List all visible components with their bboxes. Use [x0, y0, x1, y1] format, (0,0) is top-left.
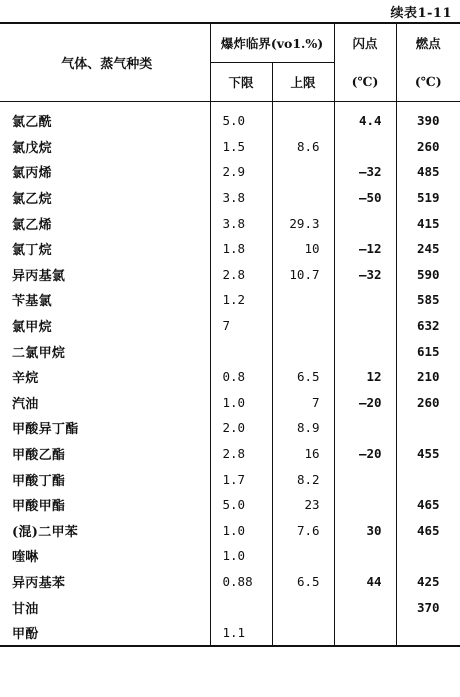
upper-limit-value: 8.6 — [272, 134, 334, 160]
table-row — [0, 569, 460, 595]
table-row — [0, 102, 460, 134]
ignition-point-value: 465 — [396, 518, 460, 544]
substance-name: 喹啉 — [12, 550, 39, 566]
upper-limit-value: 16 — [272, 441, 334, 467]
lower-limit-value: 1.0 — [210, 518, 272, 544]
upper-limit-value — [272, 102, 334, 134]
substance-name: 甘油 — [12, 601, 39, 617]
table-row — [0, 620, 460, 647]
table-row — [0, 466, 460, 492]
upper-limit-value — [272, 185, 334, 211]
substance-name: 氯丙烯 — [12, 166, 52, 182]
lower-limit-value: 1.0 — [210, 390, 272, 416]
header-burn-unit: (℃) — [396, 63, 460, 102]
flash-point-value — [334, 543, 396, 569]
lower-limit-value: 2.8 — [210, 441, 272, 467]
upper-limit-value: 10.7 — [272, 262, 334, 288]
substance-name: 甲酸甲酯 — [12, 499, 66, 515]
table-row — [0, 159, 460, 185]
upper-limit-value: 8.9 — [272, 415, 334, 441]
flash-point-value — [334, 210, 396, 236]
upper-limit-value: 7.6 — [272, 518, 334, 544]
upper-limit-value — [272, 313, 334, 339]
ignition-point-value: 585 — [396, 287, 460, 313]
substance-name: 氯甲烷 — [12, 320, 52, 336]
upper-limit-value — [272, 287, 334, 313]
ignition-point-value: 519 — [396, 185, 460, 211]
lower-limit-value: 0.88 — [210, 569, 272, 595]
table-row — [0, 134, 460, 160]
ignition-point-value: 425 — [396, 569, 460, 595]
flash-point-value: —20 — [334, 441, 396, 467]
substance-name: 异丙基苯 — [12, 575, 66, 591]
header-flash-point: 闪点 — [334, 23, 396, 63]
ignition-point-value — [396, 466, 460, 492]
substance-name: 甲酸丁酯 — [12, 473, 66, 489]
lower-limit-value: 1.2 — [210, 287, 272, 313]
upper-limit-value: 10 — [272, 236, 334, 262]
lower-limit-value — [210, 594, 272, 620]
ignition-point-value: 210 — [396, 364, 460, 390]
flash-point-value — [334, 415, 396, 441]
flash-point-value: —50 — [334, 185, 396, 211]
flash-point-value: 44 — [334, 569, 396, 595]
table-row — [0, 415, 460, 441]
table-row — [0, 262, 460, 288]
flash-point-value: —20 — [334, 390, 396, 416]
ignition-point-value: 465 — [396, 492, 460, 518]
table-caption: 续表1-11 — [390, 6, 452, 21]
lower-limit-value: 2.0 — [210, 415, 272, 441]
substance-name: 氯乙酰 — [12, 115, 52, 131]
substance-name: 甲酚 — [0, 620, 210, 647]
ignition-point-value: 455 — [396, 441, 460, 467]
table-row — [0, 210, 460, 236]
ignition-point-value: 260 — [396, 390, 460, 416]
substance-name: 氯戊烷 — [12, 140, 52, 156]
header-flash-unit: (℃) — [334, 63, 396, 102]
ignition-point-value: 415 — [396, 210, 460, 236]
ignition-point-value: 260 — [396, 134, 460, 160]
upper-limit-value — [272, 159, 334, 185]
lower-limit-value: 0.8 — [210, 364, 272, 390]
header-lower-limit: 下限 — [210, 63, 272, 102]
table-row — [0, 364, 460, 390]
ignition-point-value: 245 — [396, 236, 460, 262]
ignition-point-value: 390 — [396, 102, 460, 134]
header-gas-type: 气体、蒸气种类 — [0, 23, 210, 102]
flash-point-value — [334, 492, 396, 518]
flash-point-value: 30 — [334, 518, 396, 544]
upper-limit-value — [272, 594, 334, 620]
flash-point-value — [334, 338, 396, 364]
upper-limit-value: 23 — [272, 492, 334, 518]
upper-limit-value — [272, 543, 334, 569]
ignition-point-value: 615 — [396, 338, 460, 364]
lower-limit-value: 1.5 — [210, 134, 272, 160]
substance-name: 异丙基氯 — [12, 268, 66, 284]
flash-point-value: 12 — [334, 364, 396, 390]
substance-name: 辛烷 — [12, 371, 39, 387]
flash-point-value — [334, 287, 396, 313]
header-ignition-point: 燃点 — [396, 23, 460, 63]
flash-point-value: —32 — [334, 262, 396, 288]
table-row — [0, 313, 460, 339]
substance-name: 甲酸异丁酯 — [12, 422, 79, 438]
ignition-point-value: 590 — [396, 262, 460, 288]
table-row — [0, 236, 460, 262]
table-row — [0, 518, 460, 544]
substance-name: 氯乙烷 — [12, 192, 52, 208]
substance-name: 甲酸乙酯 — [12, 448, 66, 464]
substance-name: 苄基氯 — [12, 294, 52, 310]
lower-limit-value: 2.9 — [210, 159, 272, 185]
table-row — [0, 594, 460, 620]
flash-point-value: —12 — [334, 236, 396, 262]
ignition-point-value — [396, 543, 460, 569]
substance-name: 汽油 — [12, 396, 39, 412]
upper-limit-value: 6.5 — [272, 364, 334, 390]
lower-limit-value: 3.8 — [210, 210, 272, 236]
upper-limit-value: 7 — [272, 390, 334, 416]
lower-limit-value — [210, 338, 272, 364]
ignition-point-value — [396, 620, 460, 647]
header-upper-limit: 上限 — [272, 63, 334, 102]
lower-limit-value: 2.8 — [210, 262, 272, 288]
flash-point-value — [334, 466, 396, 492]
lower-limit-value: 7 — [210, 313, 272, 339]
substance-name: (混)二甲苯 — [12, 524, 79, 540]
explosion-limits-table — [0, 22, 460, 647]
lower-limit-value: 1.0 — [210, 543, 272, 569]
flash-point-value — [334, 620, 396, 647]
flash-point-value — [334, 313, 396, 339]
flash-point-value: —32 — [334, 159, 396, 185]
table-row — [0, 338, 460, 364]
lower-limit-value: 1.8 — [210, 236, 272, 262]
lower-limit-value: 5.0 — [210, 492, 272, 518]
upper-limit-value: 29.3 — [272, 210, 334, 236]
upper-limit-value — [272, 338, 334, 364]
table-row — [0, 185, 460, 211]
flash-point-value: 4.4 — [334, 102, 396, 134]
substance-name: 二氯甲烷 — [12, 345, 66, 361]
lower-limit-value: 3.8 — [210, 185, 272, 211]
table-row — [0, 441, 460, 467]
ignition-point-value: 632 — [396, 313, 460, 339]
lower-limit-value: 1.7 — [210, 466, 272, 492]
flash-point-value — [334, 134, 396, 160]
substance-name: 氯丁烷 — [12, 243, 52, 259]
substance-name: 氯乙烯 — [12, 217, 52, 233]
upper-limit-value — [272, 620, 334, 647]
table-row — [0, 492, 460, 518]
ignition-point-value: 485 — [396, 159, 460, 185]
ignition-point-value: 370 — [396, 594, 460, 620]
upper-limit-value: 8.2 — [272, 466, 334, 492]
upper-limit-value: 6.5 — [272, 569, 334, 595]
ignition-point-value — [396, 415, 460, 441]
table-row — [0, 390, 460, 416]
table-row — [0, 543, 460, 569]
header-explosion-limit: 爆炸临界(vo1.%) — [210, 23, 334, 63]
lower-limit-value: 1.1 — [210, 620, 272, 647]
flash-point-value — [334, 594, 396, 620]
lower-limit-value: 5.0 — [210, 102, 272, 134]
table-row — [0, 287, 460, 313]
